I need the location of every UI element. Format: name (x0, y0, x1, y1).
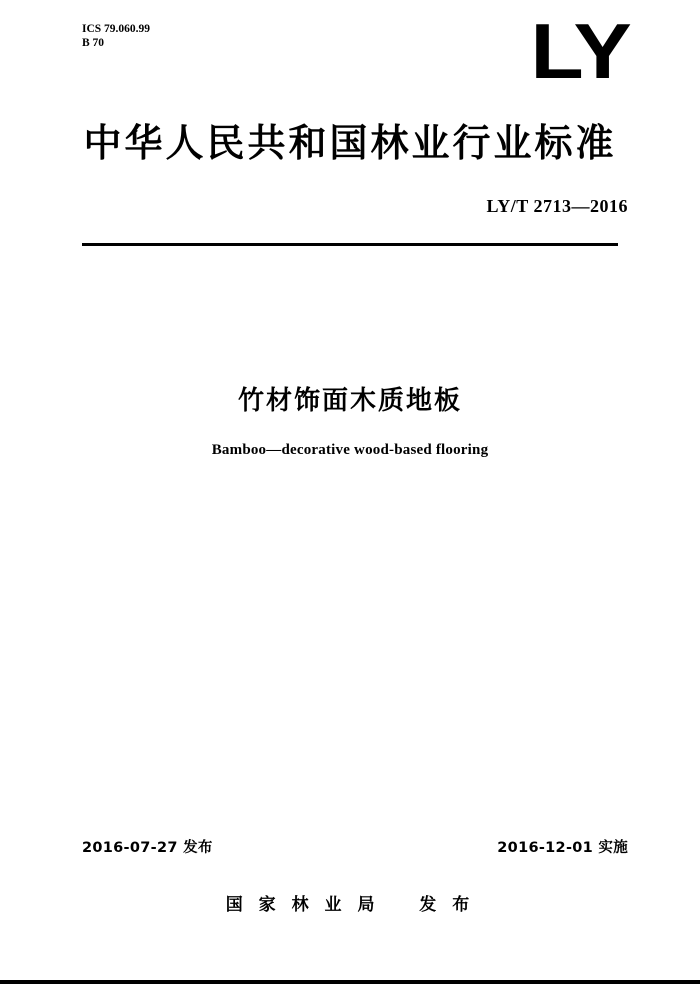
classification-code: B 70 (82, 37, 105, 49)
publisher-action: 发 布 (419, 895, 475, 915)
ly-logo: LY (530, 7, 630, 95)
standard-number: LY/T 2713—2016 (486, 196, 628, 216)
footer-divider (0, 980, 700, 984)
ics-classification-block (82, 22, 150, 50)
publisher-line (0, 890, 700, 915)
ics-code: ICS 79.060.99 (82, 23, 151, 35)
publisher-name: 国 家 林 业 局 (225, 895, 380, 915)
document-title-english: Bamboo—decorative wood-based flooring (211, 442, 489, 458)
issue-date: 2016-07-27 发布 (82, 840, 213, 856)
standard-org-title: 中华人民共和国林业行业标准 (83, 121, 617, 165)
implementation-date: 2016-12-01 实施 (497, 840, 628, 856)
header-divider (82, 243, 618, 246)
document-title-chinese: 竹材饰面木质地板 (237, 386, 462, 416)
